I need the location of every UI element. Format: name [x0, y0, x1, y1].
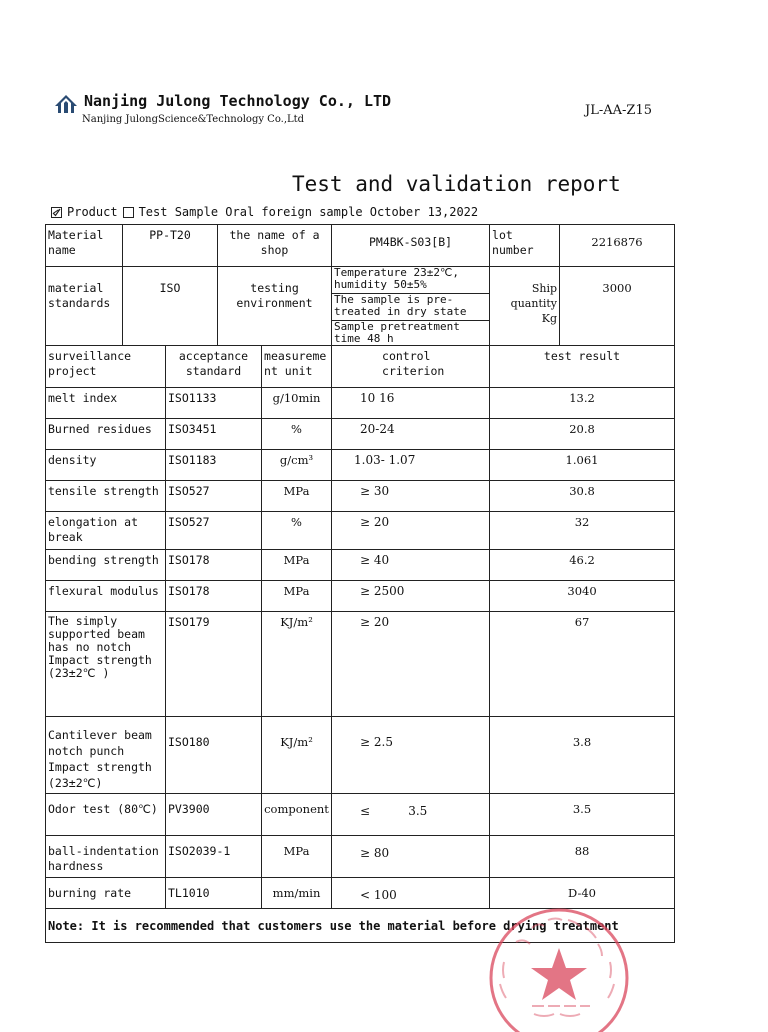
- row-result: 3.8: [490, 717, 675, 794]
- row-standard: ISO180: [166, 717, 262, 794]
- row-unit: MPa: [262, 550, 332, 581]
- row-result: 67: [490, 612, 675, 717]
- header-test-result: test result: [490, 346, 675, 388]
- row-standard: ISO178: [166, 550, 262, 581]
- report-table: [45, 224, 675, 943]
- table-row: [46, 512, 675, 550]
- row-criterion: ≥ 2.5: [332, 717, 490, 794]
- header-surveillance-project: surveillance project: [46, 346, 166, 388]
- report-title: Test and validation report: [292, 172, 621, 196]
- column-header-row: [46, 346, 675, 388]
- row-project: Cantilever beam notch punch Impact strength (23±2℃): [46, 717, 166, 794]
- row-criterion: ≥ 2500: [332, 581, 490, 612]
- row-result: D-40: [490, 878, 675, 909]
- row-unit: %: [262, 419, 332, 450]
- row-standard: ISO2039-1: [166, 836, 262, 878]
- row-result: 32: [490, 512, 675, 550]
- shop-name-value: PM4BK-S03[B]: [332, 225, 490, 267]
- row-standard: ISO527: [166, 481, 262, 512]
- row-unit: MPa: [262, 481, 332, 512]
- company-subtitle: Nanjing JulongScience&Technology Co.,Ltd: [82, 114, 305, 125]
- row-criterion: 1.03- 1.07: [332, 450, 490, 481]
- row-standard: PV3900: [166, 794, 262, 836]
- material-row: [46, 225, 675, 267]
- row-project: density: [46, 450, 166, 481]
- row-project: tensile strength: [46, 481, 166, 512]
- env-pretreated-state: The sample is pre-treated in dry state: [332, 294, 489, 321]
- row-project: elongation at break: [46, 512, 166, 550]
- row-result: 20.8: [490, 419, 675, 450]
- row-unit: MPa: [262, 581, 332, 612]
- table-row: [46, 419, 675, 450]
- row-result: 30.8: [490, 481, 675, 512]
- row-standard: ISO1183: [166, 450, 262, 481]
- standards-row: [46, 267, 675, 346]
- material-standards-value: ISO: [123, 267, 218, 346]
- row-criterion: ≥ 80: [332, 836, 490, 878]
- row-unit: g/10min: [262, 388, 332, 419]
- row-criterion: < 100: [332, 878, 490, 909]
- row-project: The simply supported beam has no notch Impact strength (23±2℃ ): [46, 612, 166, 717]
- row-project: bending strength: [46, 550, 166, 581]
- row-project: Burned residues: [46, 419, 166, 450]
- row-standard: ISO3451: [166, 419, 262, 450]
- red-seal-stamp: [486, 902, 632, 1032]
- row-criterion: 20-24: [332, 419, 490, 450]
- row-standard: ISO178: [166, 581, 262, 612]
- row-result: 46.2: [490, 550, 675, 581]
- material-standards-label: material standards: [46, 267, 123, 346]
- table-row: [46, 550, 675, 581]
- row-result: 3040: [490, 581, 675, 612]
- table-row: [46, 794, 675, 836]
- row-result: 13.2: [490, 388, 675, 419]
- row-criterion: ≥ 20: [332, 612, 490, 717]
- company-name: Nanjing Julong Technology Co., LTD: [84, 92, 392, 110]
- table-row: [46, 717, 675, 794]
- row-criterion: ≤ 3.5: [332, 794, 490, 836]
- product-label: Product: [67, 205, 118, 219]
- test-sample-label: Test Sample Oral foreign sample October 13,2022: [138, 205, 479, 219]
- row-project: Odor test (80℃): [46, 794, 166, 836]
- header-acceptance-standard: acceptance standard: [166, 346, 262, 388]
- row-criterion: ≥ 40: [332, 550, 490, 581]
- row-project: ball-indentation hardness: [46, 836, 166, 878]
- row-standard: ISO1133: [166, 388, 262, 419]
- row-criterion: ≥ 30: [332, 481, 490, 512]
- row-unit: mm/min: [262, 878, 332, 909]
- row-unit: %: [262, 512, 332, 550]
- material-name-value: PP-T20: [123, 225, 218, 267]
- env-temperature-humidity: Temperature 23±2℃, humidity 50±5%: [332, 267, 489, 294]
- lot-number-label: lot number: [490, 225, 560, 267]
- row-unit: MPa: [262, 836, 332, 878]
- testing-environment-conditions: [332, 267, 490, 346]
- table-row: [46, 450, 675, 481]
- header-measurement-unit: measurement unit: [262, 346, 332, 388]
- row-standard: TL1010: [166, 878, 262, 909]
- env-pretreatment-time: Sample pretreatment time 48 h: [334, 320, 460, 345]
- product-checkbox[interactable]: [51, 207, 62, 218]
- row-result: 1.061: [490, 450, 675, 481]
- shop-name-label: the name of a shop: [218, 225, 332, 267]
- table-row: [46, 388, 675, 419]
- row-standard: ISO527: [166, 512, 262, 550]
- testing-environment-label: testing environment: [218, 267, 332, 346]
- row-unit: component: [262, 794, 332, 836]
- note-text: Note: It is recommended that customers use the material before drying treatment: [46, 909, 675, 943]
- header-control-criterion: control criterion: [332, 346, 490, 388]
- test-sample-checkbox[interactable]: [123, 207, 134, 218]
- row-unit: g/cm³: [262, 450, 332, 481]
- row-criterion: 10 16: [332, 388, 490, 419]
- row-unit: KJ/m²: [262, 717, 332, 794]
- table-row: [46, 836, 675, 878]
- julong-logo-icon: [54, 94, 78, 114]
- row-project: melt index: [46, 388, 166, 419]
- table-row: [46, 612, 675, 717]
- row-result: 88: [490, 836, 675, 878]
- row-unit: KJ/m²: [262, 612, 332, 717]
- table-row: [46, 481, 675, 512]
- row-criterion: ≥ 20: [332, 512, 490, 550]
- ship-quantity-label: Ship quantity Kg: [490, 267, 560, 346]
- row-standard: ISO179: [166, 612, 262, 717]
- row-project: burning rate: [46, 878, 166, 909]
- row-result: 3.5: [490, 794, 675, 836]
- document-code: JL-AA-Z15: [585, 103, 652, 118]
- row-project: flexural modulus: [46, 581, 166, 612]
- sample-type-checks: [51, 205, 478, 219]
- material-name-label: Material name: [46, 225, 123, 267]
- ship-quantity-value: 3000: [560, 267, 675, 346]
- table-row: [46, 581, 675, 612]
- lot-number-value: 2216876: [560, 225, 675, 267]
